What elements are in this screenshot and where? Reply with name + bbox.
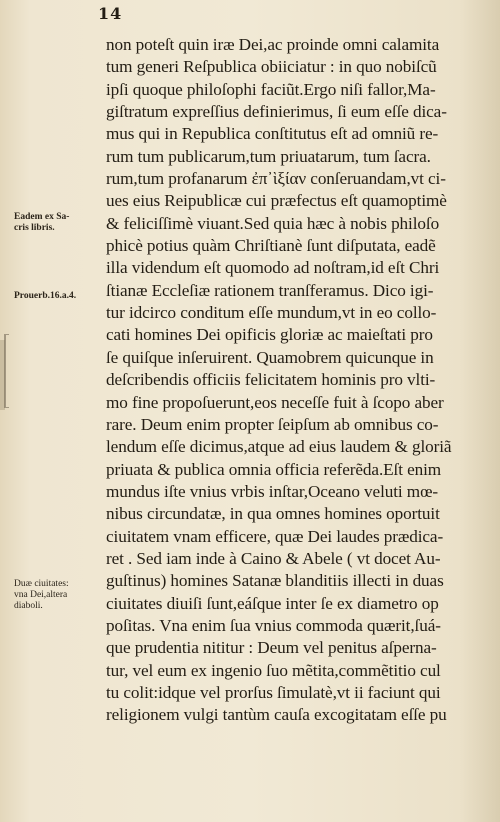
text-line: ſtianæ Eccleſiæ rationem tranſferamus. Dico igi- <box>106 280 434 300</box>
margin-note-line: diaboli. <box>14 601 43 611</box>
text-line: rum tum publicarum,tum priuatarum, tum ſacra. <box>106 146 431 166</box>
text-line: ipſi quoque philoſophi faciũt.Ergo niſi fallor,Ma- <box>106 79 436 99</box>
margin-note-line: Duæ ciuitates: <box>14 579 69 589</box>
text-line: ſe quiſque inſeruirent. Quamobrem quicunque in <box>106 347 434 367</box>
text-line: ciuitates diuiſi ſunt,eáſque inter ſe ex diametro op <box>106 593 439 613</box>
body-text <box>106 34 490 727</box>
text-line: que prudentia nititur : Deum vel penitus aſperna- <box>106 638 437 658</box>
text-line: guſtinus) homines Satanæ blanditiis illecti in duas <box>106 571 444 591</box>
text-line: ues eius Reipublicæ cui præfectus eſt quamoptimè <box>106 191 447 211</box>
text-line: priuata & publica omnia officia referẽda.Eſt enim <box>106 459 442 479</box>
text-line: phicè potius quàm Chriſtianè ſunt diſputata, eadẽ <box>106 236 436 256</box>
text-line: rare. Deum enim propter ſeipſum ab omnibus co- <box>106 414 439 434</box>
text-line: tum generi Reſpublica obiiciatur : in quo nobiſcũ <box>106 57 437 77</box>
text-line: religionem vulgi tantùm cauſa excogitatam eſſe pu <box>106 705 447 725</box>
text-line: mundus iſte vnius vrbis inſtar,Oceano veluti mœ- <box>106 481 439 501</box>
text-line: lendum eſſe dicimus,atque ad eius laudem & gloriã <box>106 437 452 457</box>
text-line: tur idcirco conditum eſſe mundum,vt in eo collo- <box>106 303 437 323</box>
text-line: mo fine propoſuerunt,eos neceſſe fuit à ſcopo aber <box>106 392 444 412</box>
text-line: non poteſt quin iræ Dei,ac proinde omni calamita <box>106 35 440 54</box>
text-line: tu colit:idque vel prorſus ſimulatè,vt ii faciunt qui <box>106 682 441 702</box>
margin-note-line: vna Dei,altera <box>14 590 68 600</box>
margin-bracket-mark <box>4 334 9 408</box>
text-line: ret . Sed iam inde à Caino & Abele ( vt docet Au- <box>106 548 441 568</box>
margin-note-line: cris libris. <box>14 223 55 233</box>
text-line: nibus circundatæ, in qua omnes homines oportuit <box>106 504 440 524</box>
text-line: ciuitatem vnam efficere, quæ Dei laudes prædica- <box>106 526 444 546</box>
text-line: tur, vel eum ex ingenio ſuo mẽtita,commẽtitio cul <box>106 660 441 680</box>
margin-note-line: Prouerb.16.a.4. <box>14 291 77 301</box>
margin-note-proverbs <box>14 291 106 302</box>
text-line: illa videndum eſt quomodo ad noſtram,id eſt Chri <box>106 258 440 278</box>
text-line: cati homines Dei opificis gloriæ ac maieſtati pro <box>106 325 433 345</box>
margin-note-line: Eadem ex Sa- <box>14 212 70 222</box>
page-number: 14 <box>98 4 123 23</box>
text-line: mus qui in Republica conſtitutus eſt ad omniũ re- <box>106 124 439 144</box>
text-line: giſtratum expreſſius definierimus, ſi eum eſſe dica- <box>106 102 447 122</box>
margin-note-eadem <box>14 212 106 234</box>
text-line: & feliciſſimè viuant.Sed quia hæc à nobis philoſo <box>106 213 440 233</box>
margin-note-two-cities <box>14 579 106 612</box>
text-line: deſcribendis officiis felicitatem hominis pro vlti- <box>106 370 436 390</box>
text-line: rum,tum profanarum ἐπ᾽ὶξίαν conſeruandam,vt ci- <box>106 169 446 189</box>
text-line: poſitas. Vna enim ſua vnius commoda quærit,ſuá- <box>106 615 441 635</box>
